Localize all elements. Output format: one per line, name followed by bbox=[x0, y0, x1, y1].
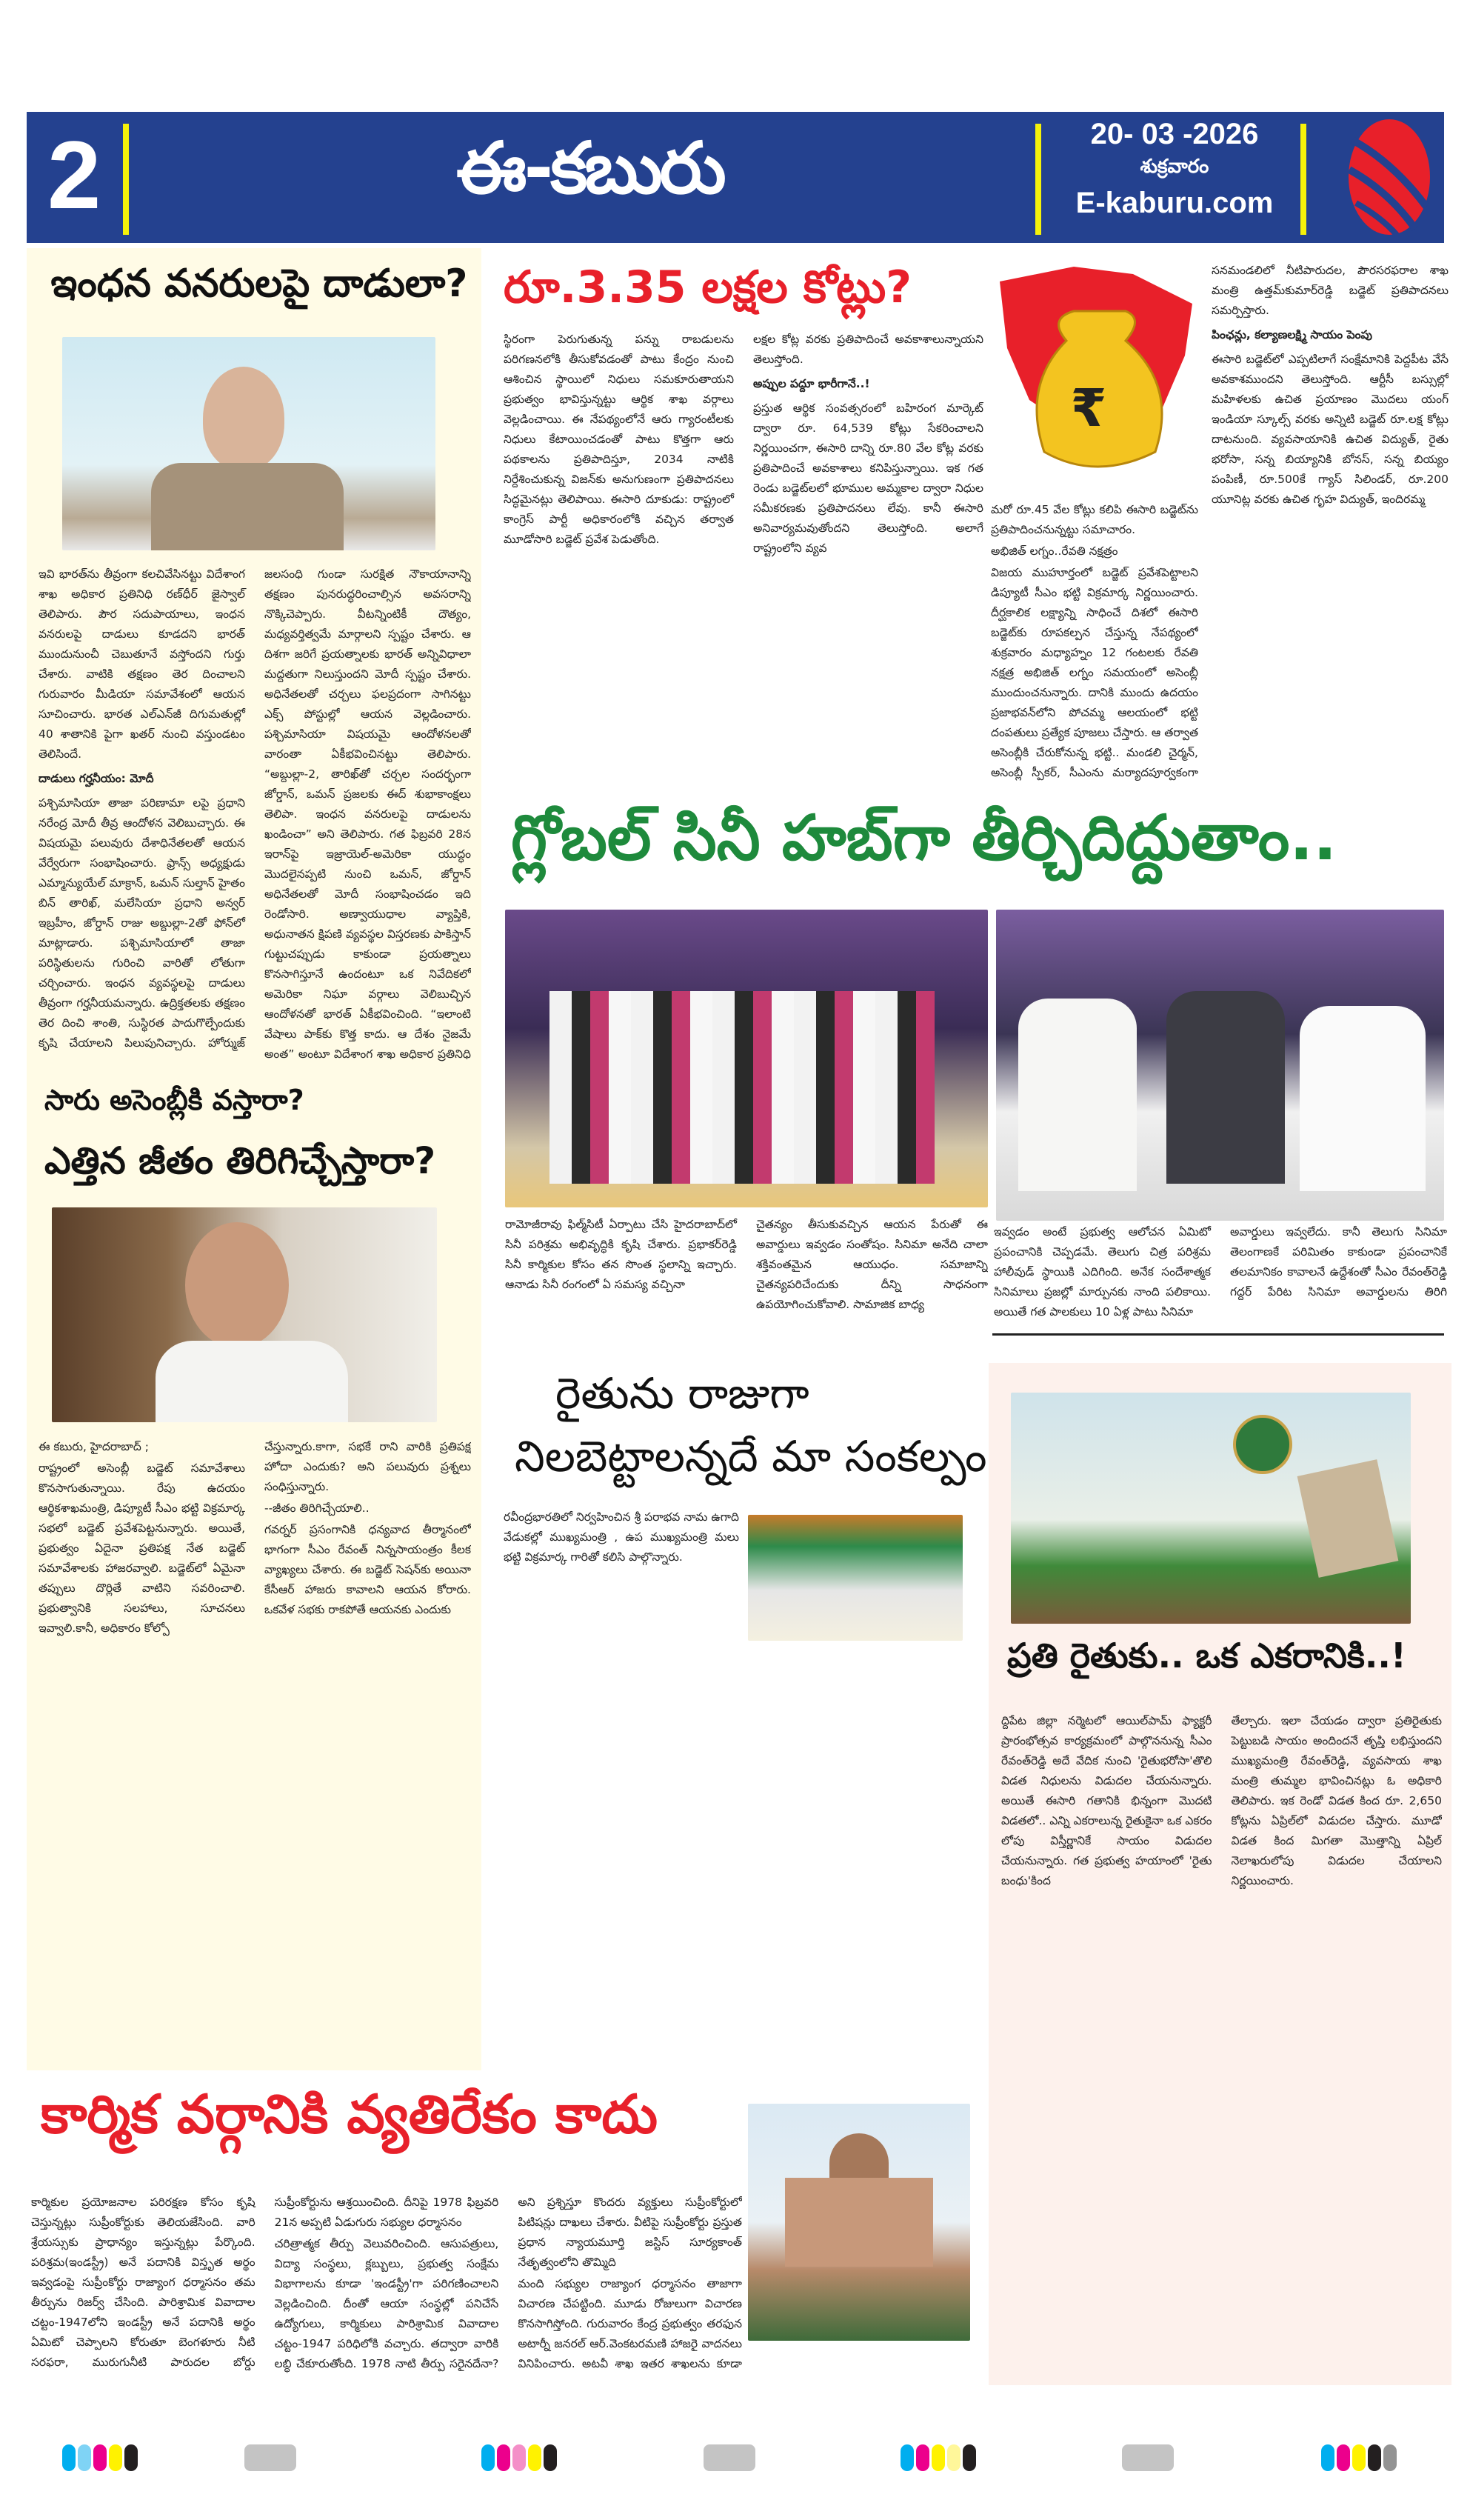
story-kcr-body bbox=[39, 1437, 471, 2059]
paragraph: స్థిరంగా పెరుగుతున్న పన్ను రాబడులను పరిగణనలోకి తీసుకోవడంతో పాటు కేంద్రం నుంచి ఆశించిన స్థాయిలో నిధులు సమకూరుతాయని ప్రభుత్వం భావిస్తున్నట్టు ఆర్థిక శాఖ వర్గాలు వెల్లడించాయి. ఈ నేపథ్యంలోనే ఆరు గ్యారంటీలకు నిధులు కేటాయించడంతో పాటు కొత్తగా ఆరు పథకాలను ప్రతిపాదిస్తూ, 2034 నాటికి నిర్దేశించుకున్న విజన్‌కు అనుగుణంగా ప్రతిపాదనలు సిద్ధమైనట్లు తెలిపాయి. ఈసారి దూకుడు: రాష్ట్రంలో కాంగ్రెస్ పార్టీ అధికారంలోకి వచ్చిన తర్వాత మూడోసారి బడ్జెట్ ప్రవేశ పెడుతోంది. bbox=[504, 333, 734, 546]
story-budget-right-body bbox=[1212, 261, 1449, 779]
color-registration-bar bbox=[1321, 2444, 1397, 2471]
subhead: --జీతం తిరిగిచ్చేయాలి.. bbox=[264, 1501, 370, 1515]
masthead bbox=[27, 112, 1444, 243]
divider bbox=[123, 124, 129, 235]
color-registration-grey bbox=[1122, 2444, 1174, 2471]
paragraph: విజయ ముహూర్తంలో బడ్జెట్ ప్రవేశపెట్టాలని డిప్యూటీ సీఎం భట్టి విక్రమార్క నిర్ణయించారు. దీర్ఘకాలిక లక్ష్యాన్ని సాధించే దిశలో ఈసారి బడ్జెట్‌కు రూపకల్పన చేస్తున్న నేపథ్యంలో శుక్రవారం మధ్యాహ్నం 12 గంటలకు రేవతి నక్షత్ర అభిజిత్ లగ్నం సమయంలో అసెంబ్లీ ముందుంచనున్నారు. దానికి ముందు ఉదయం ప్రజాభవన్‌లోని పోచమ్మ ఆలయంలో భట్టి దంపతులు ప్రత్యేక పూజలు చేస్తారు. ఆ తర్వాత అసెంబ్లీకి చేరుకోనున్న భట్టి.. మండలి చైర్మన్, అసెంబ్లీ స్పీకర్, సీఎంను మర్యాదపూర్వకంగా bbox=[991, 566, 1198, 779]
headline-fuel: ఇంధన వనరులపై దాడులా? bbox=[50, 261, 468, 306]
story-cine-body-right bbox=[994, 1222, 1447, 1333]
headline-farmer: ప్రతి రైతుకు.. ఒక ఎకరానికి..! bbox=[1007, 1636, 1406, 1676]
brand-logo-text: ఈ-కబురు bbox=[456, 127, 724, 210]
paragraph: చైతన్యం తీసుకువచ్చిన ఆయన పేరుతో ఈ అవార్డులు ఇవ్వడం సంతోషం. సినిమా అనేది చాలా శక్తివంతమైన ఆయుధం. సమాజాన్ని చైతన్యపరిచేందుకు దీన్ని సాధనంగా ఉపయోగించుకోవాలి. సామాజిక బాధ్య bbox=[756, 1218, 988, 1311]
brand-emblem-icon bbox=[1323, 118, 1434, 236]
headline-ugadi-line1: రైతును రాజుగా bbox=[555, 1368, 809, 1419]
divider bbox=[1035, 124, 1041, 235]
paragraph: మంది సభ్యుల రాజ్యాంగ ధర్మాసనం తాజాగా విచారణ చేపట్టింది. మూడు రోజులుగా విచారణ కొనసాగిస్తోంది. గురువారం కేంద్ర ప్రభుత్వం తరఫున అటార్నీ జనరల్ ఆర్.వెంకటరమణి హాజరై వాదనలు వినిపించారు. అటవీ శాఖ ఇతర శాఖలను కూడా bbox=[518, 2277, 742, 2370]
paragraph: సనమండలిలో నీటిపారుదల, పౌరసరఫరాల శాఖ మంత్రి ఉత్తమ్‌కుమార్‌రెడ్డి బడ్జెట్ ప్రతిపాదనలు సమర్పిస్తారు. bbox=[1212, 264, 1449, 317]
kicker-kcr: సారు అసెంబ్లీకి వస్తారా? bbox=[44, 1084, 304, 1116]
subhead: అప్పుల పద్దూ భారీగానే..! bbox=[753, 377, 870, 390]
paragraph: ఈసారి బడ్జెట్‌లో ఎప్పటిలాగే సంక్షేమానికి పెద్దపీట వేసే అవకాశముందని తెలుస్తోంది. ఆర్టీసీ బస్సుల్లో మహిళలకు ఉచిత ప్రయాణం మొదలు యంగ్ ఇండియా స్కూల్స్ వరకు అన్నిటి బడ్జెట్ రూ.లక్ష కోట్లు దాటనుంది. వ్యవసాయానికి ఉచిత విద్యుత్, రైతు భరోసా, సన్న బియ్యానికి బోనస్, సన్న బియ్యం పంపిణీ, రూ.500కే గ్యాస్ సిలిండర్, రూ.200 యూనిట్ల వరకు ఉచిత గృహ విద్యుత్, ఇందిరమ్మ bbox=[1212, 353, 1449, 506]
issue-weekday: శుక్రవారం bbox=[1140, 156, 1209, 178]
issue-date: 20- 03 -2026 bbox=[1090, 118, 1259, 150]
paragraph: ఇవ్వడం అంటే ప్రభుత్వ ఆలోచన ఏమిటో ప్రపంచానికి చెప్పడమే. తెలుగు చిత్ర పరిశ్రమ హాలీవుడ్ స్థాయికి ఎదిగింది. అనేక సందేశాత్మక సినిమాలు ప్రజల్లో మార్పునకు నాంది పలికాయి. అయితే గత పాలకులు 10 ఏళ్ల పాటు సినిమా bbox=[994, 1225, 1211, 1319]
paragraph: మరో రూ.45 వేల కోట్లు కలిపి ఈసారి బడ్జెట్‌ను ప్రతిపాదించనున్నట్టు సమాచారం. bbox=[991, 503, 1198, 536]
subhead: దాడులు గర్హనీయం: మోదీ bbox=[39, 772, 154, 785]
paragraph: చేస్తున్నారు.కాగా, సభకే రాని వారికి ప్రతిపక్ష హోదా ఎందుకు? అని పలువురు ప్రశ్నలు సంధిస్తున్నారు. bbox=[264, 1440, 471, 1493]
page-number: 2 bbox=[47, 121, 101, 229]
telangana-money-bag-graphic bbox=[985, 259, 1200, 496]
paragraph: ఇవి భారత్‌ను తీవ్రంగా కలచివేసినట్టు విదేశాంగ శాఖ అధికార ప్రతినిధి రణ్‌ధీర్ జైస్వాల్ తెలిపారు. పౌర సదుపాయాలు, ఇంధన వనరులపై దాడులు కూడదని భారత్ ముందునుంచీ చెబుతూనే వస్తోందని గుర్తు చేశారు. వాటికి తక్షణం తెర దించాలని గురువారం మీడియా సమావేశంలో ఆయన సూచించారు. భారత ఎల్‌ఎన్‌జీ దిగుమతుల్లో 40 శాతానికి పైగా ఖతర్ నుంచి వస్తుండటం తెలిసిందే. bbox=[39, 567, 245, 761]
color-registration-bar bbox=[481, 2444, 557, 2471]
paragraph: లక్షల కోట్ల వరకు ప్రతిపాదించే అవకాశాలున్నాయని తెలుస్తోంది. bbox=[753, 333, 983, 366]
photo-modi bbox=[62, 337, 435, 550]
headline-cine: గ్లోబల్ సినీ హబ్‌గా తీర్చిదిద్దుతాం.. bbox=[511, 801, 1337, 874]
subhead: పింఛన్లు, కల్యాణలక్ష్మి సాయం పెంపు bbox=[1212, 328, 1372, 341]
story-fuel-body bbox=[39, 564, 471, 1068]
color-registration-grey bbox=[704, 2444, 755, 2471]
color-registration-bar bbox=[62, 2444, 138, 2471]
story-labour-body bbox=[31, 2193, 742, 2393]
site-link[interactable]: E-kaburu.com bbox=[1075, 187, 1274, 219]
headline-kcr: ఎత్తిన జీతం తిరిగిచ్చేస్తారా? bbox=[44, 1139, 436, 1182]
paragraph: పశ్చిమాసియా తాజా పరిణామా లపై ప్రధాని నరేంద్ర మోదీ తీవ్ర ఆందోళన వెలిబుచ్చారు. ఈ విషయమై పలువురు దేశాధినేతలతో ఆయన వేర్వేరుగా సంభాషించారు. ఫ్రాన్స్ అధ్యక్షుడు ఎమ్మాన్యుయేల్ మాక్రాన్, ఒమన్ సుల్తాన్ హైతం బిన్ తారిఖ్, మలేసియా ప్రధాని అన్వర్ ఇబ్రహీం, జోర్డాన్ రాజు అబ్దుల్లా-2తో ఫోన్‌లో మాట్లాడారు. పశ్చిమాసియాలో తాజా పరిస్థితులను గురించి వారితో లోతుగా చర్చించారు. ఇంధన వ్యవస్థలపై దాడులు తీవ్రంగా గర్హనీయమన్నారు. ఉద్రిక్తతలకు తక్షణం తెర దించి శాంతి, సుస్థిరత పాదుగొల్పేందుకు కృషి చేయాలని పిలుపునిచ్చారు. హోర్ముజ్ జలసంధి గుండా సురక్షిత నౌకాయానాన్ని తక్షణం పునరుద్ధరించాల్సిన అవసరాన్ని నొక్కిచెప్పారు. వీటన్నింటికీ దౌత్యం, మధ్యవర్తిత్వమే మార్గాలని స్పష్టం చేశారు. ఆ దిశగా జరిగే ప్రయత్నాలకు భారత్ అన్నివిధాలా మద్దతుగా నిలుస్తుందని మోదీ స్పష్టం చేశారు. అధినేతలతో చర్చలు ఫలప్రదంగా సాగినట్టు ఎక్స్ పోస్టుల్లో ఆయన వెల్లడించారు. పశ్చిమాసియా విషయమై ఆందోళనలతో వారంతా ఏకీభవించినట్టు తెలిపారు. “అబ్దుల్లా-2, తారిఖ్‌తో చర్చల సందర్భంగా జోర్డాన్, ఒమన్ ప్రజలకు ఈద్ శుభాకాంక్షలు తెలిపా. ఇంధన వనరులపై దాడులను ఖండించా” అని తెలిపారు. గత ఫిబ్రవరి 28న ఇరాన్‌పై ఇజ్రాయెల్-అమెరికా యుద్ధం మొదలైనప్పటి నుంచి ఒమన్, జోర్డాన్ అధినేతలతో మోదీ సంభాషించడం ఇది రెండోసారి. అణ్వాయుధాల వ్యాప్తికి, అధునాతన క్షిపణి వ్యవస్థల విస్తరణకు పాకిస్తాన్ గుట్టుచప్పుడు కాకుండా ప్రయత్నాలు కొనసాగిస్తూనే ఉందంటూ ఒక నివేదికలో అమెరికా నిఘా వర్గాలు వెలిబుచ్చిన ఆందోళనతో భారత్ ఏకీభవించింది. “ఇలాంటి వేషాలు పాక్‌కు కొత్త కాదు. ఆ దేశం నైజమే అంత” అంటూ విదేశాంగ శాఖ అధికార ప్రతినిధి bbox=[39, 567, 471, 1061]
dateline: ఈ కబురు, హైదరాబాద్ ; bbox=[39, 1440, 150, 1453]
paragraph: ప్రస్తుత ఆర్థిక సంవత్సరంలో బహిరంగ మార్కెట్ ద్వారా రూ. 64,539 కోట్లు సేకరించాలని నిర్ణయించగా, ఈసారి దాన్ని రూ.80 వేల కోట్ల వరకు ప్రతిపాదించే అవకాశాలు కనిపిస్తున్నాయి. ఇక గత రెండు బడ్జెట్‌లలో భూముల అమ్మకాల ద్వారా నిధుల సమీకరణకు ప్రతిపాదనలు లేవు. కానీ ఈసారి అనివార్యమవుతోందని తెలుస్తోంది. అలాగే రాష్ట్రంలోని వ్యవ bbox=[753, 401, 983, 555]
paragraph: రాష్ట్రంలో అసెంబ్లీ బడ్జెట్ సమావేశాలు కొనసాగుతున్నాయి. రేపు ఉదయం ఆర్థికశాఖమంత్రి, డిప్యూటీ సీఎం భట్టి విక్రమార్క సభలో బడ్జెట్ ప్రవేశపెట్టనున్నారు. అయితే, ప్రభుత్వం ఏదైనా ప్రతిపక్ష నేత బడ్జెట్ సమావేశాలకు హాజరవ్వాలి. బడ్జెట్‌లో ఏమైనా తప్పులు దొర్లితే వాటిని సవరించాలి. ప్రభుత్వానికి సలహాలు, సూచనలు ఇవ్వాలి.కానీ, అధికారం కోల్పో bbox=[39, 1461, 245, 1635]
story-budget-map-body bbox=[991, 500, 1198, 781]
paragraph: రామోజీరావు ఫిల్మ్‌సిటీ ఏర్పాటు చేసి హైదరాబాద్‌లో సినీ పరిశ్రమ అభివృద్ధికి కృషి చేశారు. ప్రభాకర్‌రెడ్డి సినీ కార్మికుల కోసం తన సొంత స్థలాన్ని ఇచ్చారు. ఆనాడు సినీ రంగంలో ఏ సమస్య వచ్చినా bbox=[505, 1218, 737, 1291]
headline-labour: కార్మిక వర్గానికి వ్యతిరేకం కాదు bbox=[41, 2083, 658, 2145]
paragraph: కార్మికుల ప్రయోజనాల పరిరక్షణ కోసం కృషి చెస్తున్నట్లు సుప్రీంకోర్టుకు తెలియజేసింది. వారి శ్రేయస్సుకు ప్రాధాన్యం ఇస్తున్నట్లు పేర్కొంది. పరిశ్రమ(ఇండస్ట్రీ) అనే పదానికి విస్తృత అర్థం ఇవ్వడంపై సుప్రీంకోర్టు రాజ్యాంగ ధర్మాసనం తమ తీర్పును రిజర్వ్ చేసింది. పారిశ్రామిక వివాదాల చట్టం-1947లోని ఇండస్ట్రీ అనే పదానికి అర్థం ఏమిటో చెప్పాలని కోరుతూ బెంగళూరు నీటి సరఫరా, మురుగునీటి పారుదల బోర్డు సుప్రీంకోర్టును ఆశ్రయించింది. దీనిపై 1978 ఫిబ్రవరి 21న అప్పటి ఏడుగురు సభ్యుల ధర్మాసనం bbox=[31, 2196, 499, 2369]
paragraph: రవీంద్రభారతిలో నిర్వహించిన శ్రీ పరాభవ నామ ఉగాది వేడుకల్లో ముఖ్యమంత్రి , ఉప ముఖ్యమంత్రి మలు భట్టి విక్రమార్క గారితో కలిసి పాల్గొన్నారు. bbox=[504, 1510, 739, 1564]
divider-rule bbox=[992, 1333, 1444, 1336]
paragraph: గవర్నర్ ప్రసంగానికి ధన్యవాద తీర్మానంలో భాగంగా సీఎం రేవంత్ నిన్నసాయంత్రం కీలక వ్యాఖ్యలు చేశారు. ఈ బడ్జెట్ సెషన్‌కు అయినా కేసీఆర్ హాజరు కావాలని ఆయన కోరారు. ఒకవేళ సభకు రాకపోతే ఆయనకు ఎందుకు bbox=[264, 1523, 471, 1616]
photo-kcr bbox=[52, 1207, 437, 1422]
paragraph: ద్దిపేట జిల్లా నర్మెటలో ఆయిల్‌పామ్ ఫ్యాక్టరీ ప్రారంభోత్సవ కార్యక్రమంలో పాల్గొననున్న సీఎం రేవంత్‌రెడ్డి అదే వేదిక నుంచి 'రైతుభరోసా'తొలి విడత నిధులను విడుదల చేయనున్నారు. అయితే ఈసారి గతానికి భిన్నంగా మొదటి విడతలో.. ఎన్ని ఎకరాలున్న రైతుకైనా ఒక ఎకరం లోపు విస్తీర్ణానికే సాయం విడుదల చేయనున్నారు. గత ప్రభుత్వ హయాంలో 'రైతు బంధు'కింద bbox=[1001, 1714, 1212, 1887]
subhead: అభిజిత్ లగ్నం..రేవతి నక్షత్రం bbox=[991, 544, 1118, 558]
story-ugadi-body bbox=[504, 1507, 739, 1952]
color-registration-bar bbox=[901, 2444, 976, 2471]
paragraph: తేల్చారు. ఇలా చేయడం ద్వారా ప్రతిరైతుకు పెట్టుబడి సాయం అందిందనే తృప్తి లభిస్తుందని ముఖ్యమంత్రి రేవంత్‌రెడ్డి, వ్యవసాయ శాఖ మంత్రి తుమ్మల భావించినట్లు ఓ అధికారి తెలిపారు. ఇక రెండో విడత కింద రూ. 2,650 కోట్లను ఏప్రిల్‌లో విడుదల చేస్తారు. మూడో విడత కింద మిగతా మొత్తాన్ని ఏప్రిల్ నెలాఖరులోపు విడుదల చేయాలని నిర్ణయించారు. bbox=[1231, 1714, 1442, 1887]
color-registration-grey bbox=[244, 2444, 296, 2471]
story-farmer-body bbox=[1001, 1711, 1442, 2378]
headline-ugadi-line2: నిలబెట్టాలన్నదే మా సంకల్పం bbox=[515, 1431, 987, 1481]
paragraph: అవార్డులు ఇవ్వలేదు. కానీ తెలుగు సినిమా తెలంగాణకే పరిమితం కాకుండా ప్రపంచానికే తలమానికం కావాలనే ఉద్దేశంతో సీఎం రేవంత్‌రెడ్డి గద్దర్ పేరిట సినిమా అవార్డులను తిరిగి bbox=[1230, 1225, 1447, 1299]
headline-budget: రూ.3.35 లక్షల కోట్లు? bbox=[504, 261, 912, 313]
photo-farmer-money bbox=[1011, 1393, 1411, 1624]
photo-ugadi bbox=[748, 1515, 963, 1641]
rupee-icon: ₹ bbox=[1070, 378, 1107, 439]
story-budget-body bbox=[504, 330, 983, 781]
divider bbox=[1300, 124, 1306, 235]
photo-cm-event bbox=[996, 910, 1444, 1221]
photo-supreme-court bbox=[748, 2104, 970, 2341]
paragraph: చరిత్రాత్మక తీర్పు వెలువరించింది. ఆసుపత్రులు, విద్యా సంస్థలు, క్లబ్బులు, ప్రభుత్వ సంక్షేమ విభాగాలను కూడా 'ఇండస్ట్రీ'గా పరిగణించాలని వెల్లడించింది. దీంతో ఆయా సంస్థల్లో పనిచేసే ఉద్యోగులు, కార్మికులు పారిశ్రామిక వివాదాల చట్టం-1947 పరిధిలోకి వచ్చారు. తద్వారా వారికి లబ్ధి చేకూరుతోంది. 1978 నాటి తీర్పు సరైనదేనా? అని ప్రశ్నిస్తూ కొందరు వ్యక్తులు సుప్రీంకోర్టులో పిటిషన్లు దాఖలు చేశారు. వీటిపై సుప్రీంకోర్టు ప్రస్తుత ప్రధాన న్యాయమూర్తి జస్టిస్ సూర్యకాంత్ నేతృత్వంలోని తొమ్మిది bbox=[274, 2196, 742, 2370]
photo-award-ceremony bbox=[505, 910, 988, 1207]
date-block bbox=[1049, 118, 1300, 220]
